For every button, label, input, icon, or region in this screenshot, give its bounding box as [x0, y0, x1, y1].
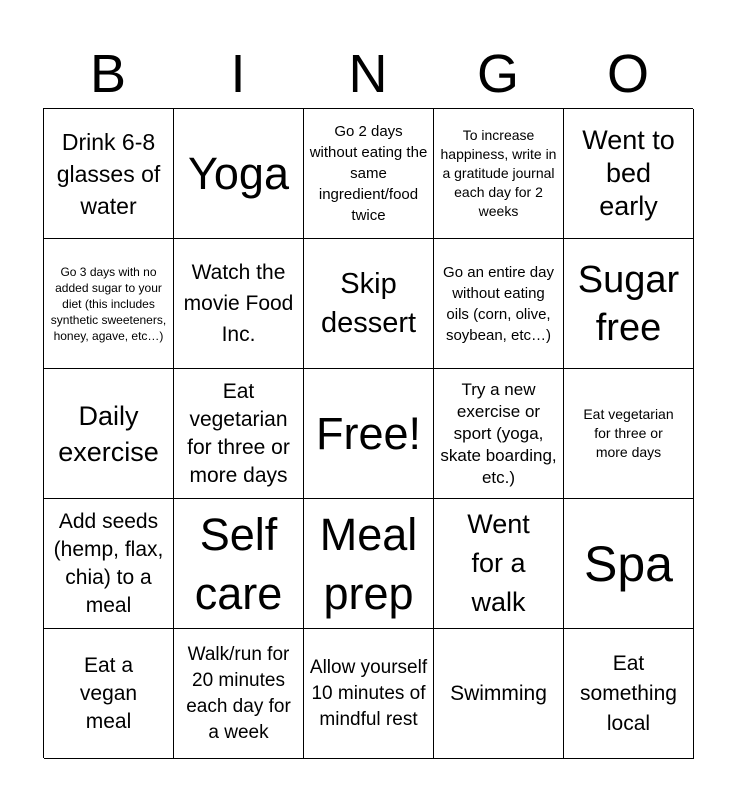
header-letter-g: G: [476, 44, 519, 104]
cell-text: Daily exercise: [58, 400, 159, 467]
cell-text: Eat vegetarian for three or more days: [583, 406, 674, 460]
bingo-cell[interactable]: [304, 629, 434, 759]
bingo-cell[interactable]: [434, 109, 564, 239]
cell-text: Went to bed early: [582, 125, 675, 221]
bingo-cell[interactable]: [174, 369, 304, 499]
header-letter-b: B: [89, 44, 127, 104]
bingo-cell[interactable]: [434, 499, 564, 629]
bingo-cell[interactable]: [174, 499, 304, 629]
cell-text: Watch the movie Food Inc.: [183, 261, 294, 346]
cell-text: Go an entire day without eating oils (corn, olive, soybean, etc…): [443, 263, 554, 344]
bingo-cell[interactable]: [304, 369, 434, 499]
header-letter-o: O: [606, 44, 649, 104]
bingo-cell[interactable]: [564, 109, 694, 239]
bingo-cell[interactable]: [174, 109, 304, 239]
cell-text: Try a new exercise or sport (yoga, skate boarding, etc.): [440, 379, 557, 487]
cell-text: Sugar free: [577, 258, 680, 349]
bingo-cell[interactable]: [304, 239, 434, 369]
bingo-cell[interactable]: [434, 629, 564, 759]
bingo-board: [43, 108, 693, 758]
bingo-cell[interactable]: [44, 499, 174, 629]
bingo-cell[interactable]: [564, 499, 694, 629]
cell-text: Walk/run for 20 minutes each day for a week: [186, 643, 291, 743]
bingo-cell[interactable]: [44, 239, 174, 369]
header-letter-i: I: [230, 44, 246, 104]
cell-text: Eat something local: [580, 651, 677, 735]
cell-text: Go 3 days with no added sugar to your diet (this includes synthetic sweeteners, honey, agave, etc…): [50, 264, 167, 343]
cell-text: Skip dessert: [320, 267, 417, 339]
bingo-cell[interactable]: [44, 109, 174, 239]
cell-text: Free!: [315, 407, 422, 459]
bingo-cell[interactable]: [434, 239, 564, 369]
cell-text: Go 2 days without eating the same ingredient/food twice: [309, 123, 428, 224]
bingo-cell[interactable]: [564, 369, 694, 499]
cell-text: Yoga: [188, 147, 289, 199]
cell-text: Went for a walk: [467, 509, 530, 617]
bingo-cell[interactable]: [304, 109, 434, 239]
cell-text: Allow yourself 10 minutes of mindful rest: [309, 656, 428, 730]
header-letter-n: N: [348, 44, 388, 104]
cell-text: Eat vegetarian for three or more days: [187, 379, 290, 487]
bingo-cell[interactable]: [564, 239, 694, 369]
bingo-cell[interactable]: [44, 369, 174, 499]
bingo-header: [43, 40, 693, 108]
cell-text: Swimming: [450, 681, 547, 705]
bingo-cell[interactable]: [564, 629, 694, 759]
cell-text: Eat a vegan meal: [79, 653, 138, 733]
bingo-cell[interactable]: [304, 499, 434, 629]
cell-text: To increase happiness, write in a gratitude journal each day for 2 weeks: [440, 127, 557, 219]
bingo-cell[interactable]: [174, 629, 304, 759]
cell-text: Self care: [194, 508, 283, 619]
bingo-cell[interactable]: [434, 369, 564, 499]
cell-text: Meal prep: [319, 508, 418, 619]
cell-text: Add seeds (hemp, flax, chia) to a meal: [53, 509, 164, 617]
cell-text: Drink 6-8 glasses of water: [56, 128, 161, 219]
bingo-cell[interactable]: [44, 629, 174, 759]
bingo-cell[interactable]: [174, 239, 304, 369]
cell-text: Spa: [584, 535, 673, 592]
